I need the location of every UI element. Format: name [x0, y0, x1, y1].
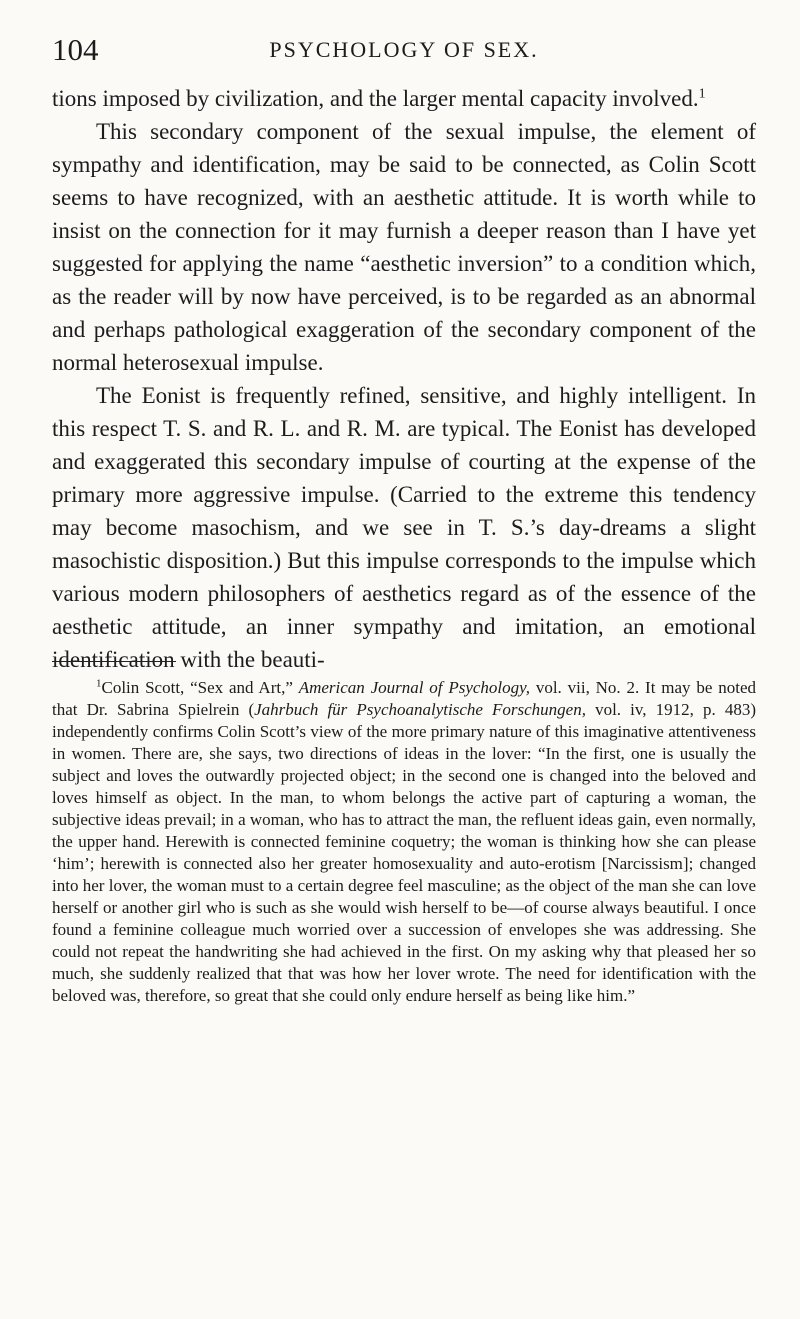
paragraph-2: This secondary component of the sexual impulse, the element of sympathy and identification, may be said to be connected, as Colin Scott seems to have recognized, with an aesthetic attitude. It is worth while to insist on the connection for it may furnish a deeper reason than I have yet suggested for applying the name “aesthetic inversion” to a condition which, as the reader will by now have perceived, is to be regarded as an abnormal and perhaps pathological exaggeration of the secondary component of the normal heterosexual impulse. [52, 119, 756, 375]
book-page [52, 0, 756, 1005]
footnote-jahrbuch-title: Jahrbuch für Psychoanalytische Forschungen, [254, 700, 586, 719]
footnote-text-2: vol. vii, No. 2. It may be noted that Dr. Sabrina Spielrein ( [52, 678, 756, 719]
page-number: 104 [52, 32, 99, 67]
footnote-marker: 1 [96, 677, 102, 690]
body-text [52, 82, 756, 676]
footnote-text-3: vol. iv, 1912, p. 483) independently confirms Colin Scott’s view of the more primary nature of this imaginative attentiveness in women. There are, she says, two directions of ideas in the lover: “In the first, one is usually the subject and loves the outwardly projected object; in the second one is changed into the beloved and loves himself as object. In the man, to whom belongs the active part of capturing a woman, the subjective ideas prevail; in a woman, who has to attract the man, the refluent ideas gain, even normally, the upper hand. Herewith is connected feminine coquetry; the woman is thinking how she can please ‘him’; herewith is connected also her greater homosexuality and auto-erotism [Narcissism]; changed into her lover, the woman must to a certain degree feel masculine; as the object of the man she can love herself or another girl who is such as she would wish herself to be—of course always beautiful. I once found a feminine colleague much worried over a succession of envelopes she was addressing. She could not repeat the handwriting she had achieved in the first. On my asking why that pleased her so much, she suddenly realized that that was how her lover wrote. The need for identification with the beloved was, therefore, so great that she could only endure herself as being like him.” [52, 700, 756, 1005]
paragraph-1 [52, 82, 756, 115]
footnote-divider [52, 661, 176, 662]
page-header [52, 30, 756, 90]
footnote-text-1: Colin Scott, “Sex and Art,” [101, 678, 299, 697]
paragraph-3: The Eonist is frequently refined, sensitive, and highly intelligent. In this respect T. S. and R. L. and R. M. are typical. The Eonist has developed and exaggerated this secondary impulse of courting at the expense of the primary more aggressive impulse. (Carried to the extreme this tendency may become masochism, and we see in T. S.’s day-dreams a slight masochistic disposition.) But this impulse corresponds to the impulse which various modern philosophers of aesthetics regard as of the essence of the aesthetic attitude, an inner sympathy and imitation, an emotional identification with the beauti- [52, 383, 756, 672]
footnote-reference: 1 [698, 86, 706, 102]
footnote-journal-title: American Journal of Psychology, [298, 678, 531, 697]
paragraph-1-text: tions imposed by civilization, and the larger mental capacity involved. [52, 86, 699, 111]
footnote [52, 677, 756, 1007]
running-head: PSYCHOLOGY OF SEX. [269, 37, 539, 62]
